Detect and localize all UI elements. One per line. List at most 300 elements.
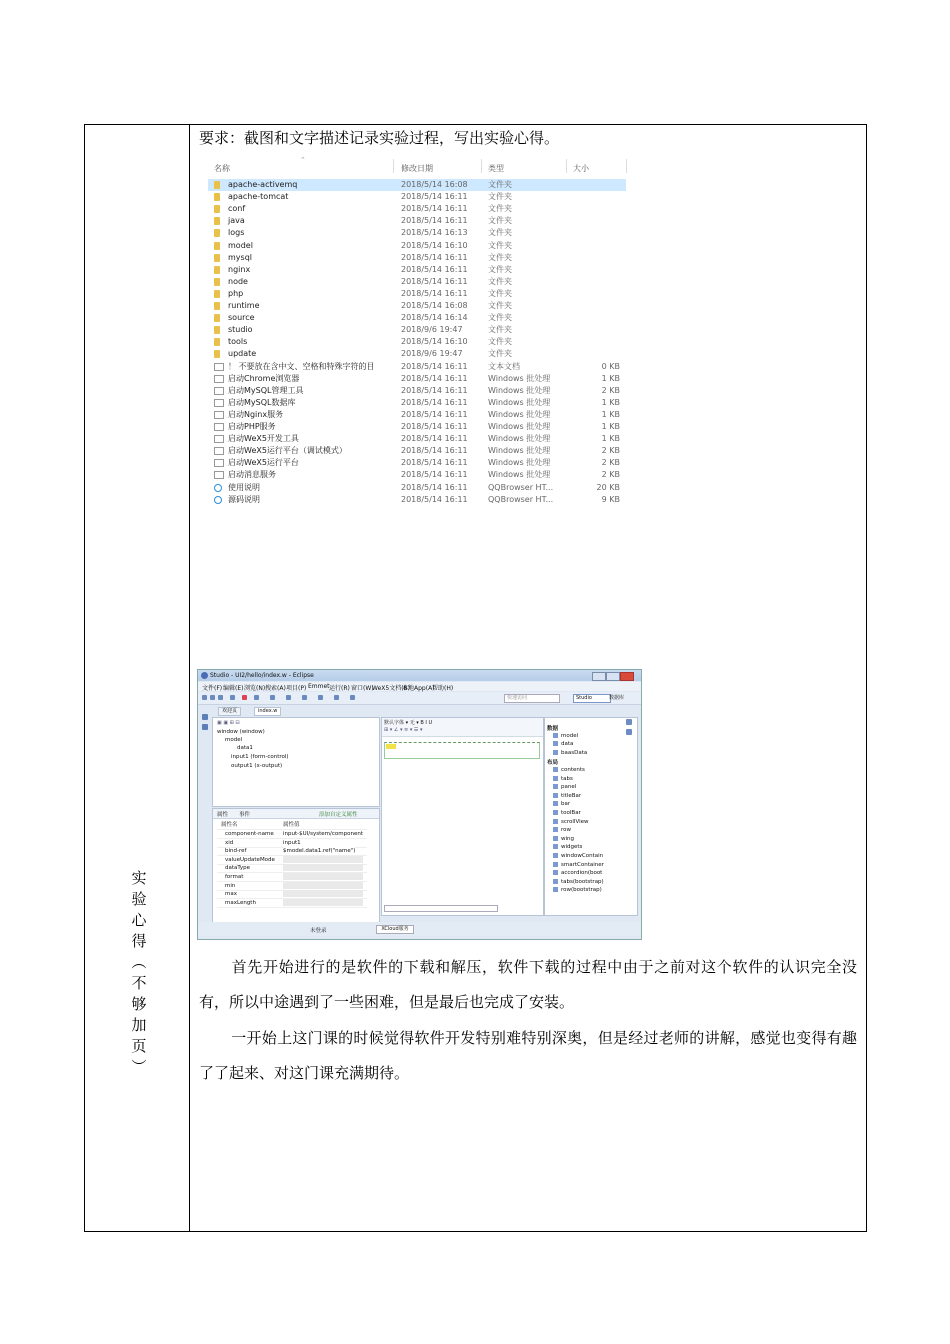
folder-icon	[214, 242, 220, 250]
file-row[interactable]	[208, 252, 626, 264]
outline-icon[interactable]	[626, 729, 632, 735]
file-date: 2018/5/14 16:11	[401, 373, 468, 383]
palette-item[interactable]	[553, 741, 573, 747]
eclipse-menubar	[198, 682, 641, 691]
file-date: 2018/5/14 16:11	[401, 385, 468, 395]
file-type: Windows 批处理	[488, 422, 551, 431]
batch-file-icon	[214, 471, 224, 479]
palette-item[interactable]	[553, 887, 602, 893]
file-date: 2018/5/14 16:08	[401, 301, 468, 310]
file-row[interactable]	[208, 215, 626, 227]
file-date: 2018/5/14 16:11	[401, 470, 468, 480]
file-type: 文件夹	[488, 301, 512, 310]
file-row[interactable]	[208, 324, 626, 336]
menu-item[interactable]: 搜索(A)	[265, 685, 286, 692]
tab-properties[interactable]: 属性	[217, 812, 229, 818]
file-type: Windows 批处理	[488, 446, 551, 456]
file-type: Windows 批处理	[488, 434, 551, 444]
file-row[interactable]	[208, 300, 626, 312]
tree-node-input1[interactable]: input1 (form-control)	[231, 754, 289, 760]
menu-item[interactable]: 本地App(A)	[402, 685, 435, 692]
file-name: node	[228, 276, 248, 286]
file-date: 2018/5/14 16:13	[401, 228, 468, 238]
perspective-database-button[interactable]: 数据库	[609, 695, 625, 701]
file-row[interactable]	[208, 397, 626, 409]
layout-toolbar-icons[interactable]: ⊞ ▾ ∠ ▾ ≡ ▾ ☰ ▾	[384, 727, 423, 733]
file-type: 文件夹	[488, 240, 512, 250]
property-name-header: 属性名	[221, 822, 238, 828]
file-date: 2018/5/14 16:10	[401, 337, 468, 347]
palette-icon[interactable]	[626, 719, 632, 725]
property-name: min	[225, 882, 236, 889]
tree-node-model[interactable]: model	[225, 737, 243, 743]
property-name: format	[225, 874, 244, 880]
property-value[interactable]	[283, 890, 363, 897]
file-type: 文件夹	[488, 204, 512, 214]
property-name: dataType	[225, 865, 251, 872]
file-type: 文件夹	[488, 337, 512, 347]
property-value[interactable]	[283, 882, 363, 889]
editor-toolbar	[382, 718, 543, 737]
requirement-text: 要求：截图和文字描述记录实验过程，写出实验心得。	[199, 129, 560, 147]
file-date: 2018/9/6 19:47	[401, 349, 463, 359]
eclipse-screenshot	[197, 669, 642, 940]
palette-item-label: row	[561, 827, 572, 834]
palette-item-label: data	[561, 741, 574, 748]
file-size: 0 KB	[601, 361, 620, 371]
section-label-char: ︵	[131, 953, 147, 971]
folder-icon	[214, 290, 220, 298]
file-row[interactable]	[208, 385, 626, 397]
file-name: 启动Chrome浏览器	[228, 373, 300, 383]
restore-icon[interactable]	[202, 714, 208, 720]
file-type: QQBrowser HT...	[488, 494, 554, 504]
component-icon	[553, 827, 558, 832]
file-row[interactable]	[208, 203, 626, 215]
palette-item-label: tabs	[561, 775, 573, 782]
folder-icon	[214, 205, 220, 213]
component-icon	[553, 767, 558, 772]
file-date: 2018/5/14 16:11	[401, 252, 468, 262]
file-date: 2018/5/14 16:11	[401, 409, 468, 419]
tree-node-window[interactable]: window (window)	[217, 729, 265, 735]
file-row[interactable]	[208, 348, 626, 360]
file-type: Windows 批处理	[488, 385, 551, 395]
file-date: 2018/5/14 16:11	[401, 361, 468, 371]
property-value[interactable]	[283, 856, 363, 863]
font-toolbar[interactable]: 默认字体 ▾ 无 ▾ B I U	[384, 720, 433, 726]
palette-item[interactable]	[553, 853, 603, 859]
palette-item[interactable]	[553, 879, 604, 885]
component-icon	[553, 733, 558, 738]
palette-item[interactable]	[553, 819, 589, 825]
component-icon	[553, 741, 558, 746]
component-icon	[553, 819, 558, 824]
file-name: 启动WeX5开发工具	[228, 434, 299, 444]
file-type: 文件夹	[488, 216, 512, 226]
section-label-char: 页	[131, 1037, 147, 1055]
file-type: 文件夹	[488, 192, 512, 202]
file-size: 20 KB	[596, 482, 620, 492]
file-name: 使用说明	[228, 482, 260, 492]
window-title: Studio - UI2/hello/index.w - Eclipse	[210, 672, 314, 679]
tree-node-output1[interactable]: output1 (x-output)	[231, 763, 283, 769]
property-value[interactable]	[283, 899, 363, 906]
menu-item[interactable]: 浏览(N)	[244, 685, 266, 692]
palette-group[interactable]: 布局	[547, 760, 559, 767]
file-date: 2018/5/14 16:11	[401, 288, 468, 298]
outline-toolbar-icons[interactable]: ▣ ▣ ⊞ ⊟	[217, 720, 240, 726]
batch-file-icon	[214, 387, 224, 395]
menu-item[interactable]: WeX5文档(B)	[372, 685, 410, 692]
file-date: 2018/5/14 16:11	[401, 494, 468, 504]
tab-events[interactable]: 事件	[239, 812, 251, 818]
history-icon[interactable]	[334, 695, 339, 700]
folder-icon	[214, 278, 220, 286]
explorer-header	[200, 155, 627, 175]
file-size: 2 KB	[601, 446, 620, 456]
section-label-char: 得	[131, 932, 147, 950]
add-custom-property-button[interactable]: 添加自定义属性	[319, 812, 358, 818]
file-row[interactable]	[208, 336, 626, 348]
forward-icon[interactable]	[302, 695, 307, 700]
back-icon[interactable]	[318, 695, 323, 700]
file-size: 1 KB	[601, 409, 620, 419]
file-row[interactable]	[208, 288, 626, 300]
file-name: 启动WeX5运行平台（调试模式）	[228, 446, 347, 456]
file-row[interactable]	[208, 264, 626, 276]
component-icon	[553, 887, 558, 892]
palette-item[interactable]	[553, 767, 585, 773]
right-trim-bar	[624, 717, 634, 757]
status-bar	[198, 922, 641, 936]
login-status: 未登录	[310, 928, 327, 934]
file-name: 启动MySQL数据库	[228, 397, 296, 407]
section-label-char: 心	[131, 911, 147, 929]
property-name: xid	[225, 839, 234, 846]
qqbrowser-icon	[214, 496, 222, 504]
column-header-date[interactable]: 修改日期	[401, 164, 433, 173]
file-type: Windows 批处理	[488, 470, 551, 480]
palette-item-label: titleBar	[561, 792, 582, 799]
eclipse-toolbar	[198, 692, 641, 705]
component-icon	[553, 844, 558, 849]
batch-file-icon	[214, 459, 224, 467]
component-icon	[553, 793, 558, 798]
file-name: apache-activemq	[228, 180, 298, 189]
palette-group[interactable]: 数据	[547, 726, 559, 732]
design-canvas-input[interactable]	[384, 742, 540, 759]
file-type: QQBrowser HT...	[488, 482, 554, 492]
file-row[interactable]	[208, 494, 626, 506]
file-name: source	[228, 313, 255, 323]
folder-icon	[214, 193, 220, 201]
file-date: 2018/5/14 16:11	[401, 434, 468, 444]
file-date: 2018/5/14 16:11	[401, 397, 468, 407]
file-date: 2018/5/14 16:11	[401, 192, 468, 202]
palette-item[interactable]	[553, 750, 587, 756]
palette-item[interactable]	[553, 793, 581, 799]
palette-item-label: accordion(boot	[561, 870, 603, 877]
file-explorer-screenshot	[200, 155, 627, 515]
file-size: 1 KB	[601, 434, 620, 444]
refresh-icon[interactable]	[286, 695, 291, 700]
file-row[interactable]	[208, 276, 626, 288]
folder-icon	[214, 338, 220, 346]
search-icon[interactable]	[270, 695, 275, 700]
folder-icon	[214, 326, 220, 334]
properties-panel	[212, 808, 380, 925]
property-name: component-name	[225, 831, 274, 837]
new-icon[interactable]	[202, 695, 207, 700]
property-row[interactable]	[217, 899, 367, 908]
menu-item[interactable]: 编辑(E)	[223, 685, 244, 692]
section-label-char: 实	[131, 869, 147, 887]
file-name: 启动PHP服务	[228, 422, 276, 431]
file-size: 2 KB	[601, 470, 620, 480]
menu-item[interactable]: 帮助(H)	[432, 685, 454, 692]
selection-marker-icon	[386, 744, 396, 749]
component-icon	[553, 784, 558, 789]
file-date: 2018/5/14 16:11	[401, 276, 468, 286]
file-name: 源码说明	[228, 494, 260, 504]
palette-item-label: model	[561, 732, 579, 739]
palette-item-label: toolBar	[561, 810, 581, 816]
paragraph-1	[199, 950, 857, 1020]
palette-item[interactable]	[553, 836, 574, 842]
menu-item[interactable]: 窗口(W)	[351, 685, 374, 692]
component-icon	[553, 870, 558, 875]
quick-access-input[interactable]: 快速访问	[504, 694, 560, 703]
component-icon	[553, 810, 558, 815]
batch-file-icon	[214, 399, 224, 407]
section-label-char: 够	[131, 995, 147, 1013]
property-value-header: 属性值	[283, 822, 300, 828]
file-row[interactable]	[208, 433, 626, 445]
file-row[interactable]	[208, 457, 626, 469]
file-type: Windows 批处理	[488, 373, 551, 383]
paragraph-2-text: 一开始上这门课的时候觉得软件开发特别难特别深奥，但是经过老师的讲解，感觉也变得有趣了了起来、对这门课充满期待。	[199, 1029, 857, 1082]
file-type: 文件夹	[488, 349, 512, 359]
close-icon[interactable]	[620, 672, 634, 681]
property-value[interactable]: $model.data1.ref("name")	[283, 848, 356, 855]
file-date: 2018/5/14 16:14	[401, 313, 468, 323]
palette-item[interactable]	[553, 733, 578, 739]
table-column-divider	[189, 124, 190, 1231]
file-type: 文本文档	[488, 361, 520, 371]
file-name: nginx	[228, 264, 251, 274]
palette-item-label: windowContain	[561, 853, 604, 859]
design-editor	[381, 717, 544, 916]
file-date: 2018/5/14 16:08	[401, 180, 468, 189]
file-name: studio	[228, 325, 253, 335]
tab-welcome[interactable]: 欢迎页	[218, 707, 241, 716]
palette-item-label: widgets	[561, 844, 583, 851]
component-icon	[553, 836, 558, 841]
file-date: 2018/9/6 19:47	[401, 325, 463, 335]
paragraph-2	[199, 1021, 857, 1091]
maximize-icon[interactable]	[606, 672, 620, 681]
property-name: maxLength	[225, 899, 256, 906]
file-row[interactable]	[208, 361, 626, 373]
folder-icon	[214, 266, 220, 274]
property-name: bind-ref	[225, 848, 247, 855]
qqbrowser-icon	[214, 484, 222, 492]
file-name: php	[228, 288, 244, 298]
palette-item-label: contents	[561, 767, 585, 773]
file-row[interactable]	[208, 240, 626, 252]
print-icon[interactable]	[218, 695, 223, 700]
property-name: max	[225, 891, 237, 898]
properties-tabs	[213, 809, 379, 819]
palette-item-label: bar	[561, 801, 571, 808]
file-row[interactable]	[208, 445, 626, 457]
component-icon	[553, 853, 558, 858]
menu-item[interactable]: 项目(P)	[286, 685, 307, 692]
menu-item[interactable]: 运行(R)	[329, 685, 350, 692]
properties-header-row	[217, 821, 367, 830]
file-size: 9 KB	[601, 494, 620, 504]
section-label-char: 不	[131, 974, 147, 992]
folder-icon	[214, 181, 220, 189]
file-size: 1 KB	[601, 397, 620, 407]
menu-item[interactable]: Emmet	[308, 683, 330, 690]
section-label-char: 加	[131, 1016, 147, 1034]
folder-icon	[214, 302, 220, 310]
component-icon	[553, 750, 558, 755]
palette-item-label: panel	[561, 784, 577, 791]
column-header-name[interactable]: 名称	[214, 164, 230, 173]
folder-icon	[214, 229, 220, 237]
eclipse-titlebar	[198, 670, 641, 681]
palette-item-label: wing	[561, 835, 575, 842]
folder-icon	[214, 350, 220, 358]
component-icon	[553, 776, 558, 781]
text-file-icon	[214, 363, 224, 371]
file-row[interactable]	[208, 409, 626, 421]
file-name: conf	[228, 204, 246, 214]
column-header-size[interactable]: 大小	[573, 164, 589, 173]
file-row[interactable]	[208, 469, 626, 481]
perspective-studio-button[interactable]: Studio	[573, 694, 611, 703]
palette-item[interactable]	[553, 784, 576, 790]
file-row[interactable]	[208, 312, 626, 324]
tree-node-data1[interactable]: data1	[237, 745, 253, 751]
file-size: 2 KB	[601, 385, 620, 395]
component-icon	[553, 879, 558, 884]
batch-file-icon	[214, 447, 224, 455]
property-value[interactable]: input1	[283, 839, 301, 846]
file-name: java	[228, 216, 245, 226]
property-value[interactable]: input-$UI/system/component	[283, 831, 363, 837]
file-date: 2018/5/14 16:11	[401, 204, 468, 214]
file-date: 2018/5/14 16:10	[401, 240, 468, 250]
palette-item-label: baasData	[561, 749, 588, 756]
file-type: 文件夹	[488, 325, 512, 335]
build-icon[interactable]	[230, 695, 235, 700]
section-label-char: ︶	[131, 1058, 147, 1076]
file-date: 2018/5/14 16:11	[401, 446, 468, 456]
file-date: 2018/5/14 16:11	[401, 482, 468, 492]
palette-item[interactable]	[553, 844, 582, 850]
palette-item[interactable]	[553, 827, 571, 833]
file-row[interactable]	[208, 191, 626, 203]
studio-logo-icon	[201, 672, 208, 679]
batch-file-icon	[214, 423, 224, 431]
file-date: 2018/5/14 16:11	[401, 264, 468, 274]
palette-item[interactable]	[553, 810, 581, 816]
file-row[interactable]	[208, 179, 626, 191]
file-type: 文件夹	[488, 180, 512, 189]
file-name: model	[228, 240, 253, 250]
file-name: 启动WeX5运行平台	[228, 458, 299, 468]
palette-item[interactable]	[553, 776, 573, 782]
file-name: runtime	[228, 301, 260, 310]
palette-item-label: smartContainer	[561, 861, 604, 868]
outline-tree	[212, 717, 380, 807]
file-type: Windows 批处理	[488, 397, 551, 407]
file-size: 2 KB	[601, 458, 620, 468]
palette-item-label: scrollView	[561, 818, 589, 825]
tab-index-w[interactable]: index.w	[254, 707, 281, 716]
column-header-type[interactable]: 类型	[488, 164, 504, 173]
file-date: 2018/5/14 16:11	[401, 458, 468, 468]
file-name: 启动MySQL管理工具	[228, 385, 304, 395]
batch-file-icon	[214, 375, 224, 383]
xcloud-button[interactable]: XCloud服务	[376, 925, 414, 934]
palette-item[interactable]	[553, 862, 604, 868]
file-date: 2018/5/14 16:11	[401, 422, 468, 431]
palette-item[interactable]	[553, 870, 602, 876]
palette-item-label: row(bootstrap)	[561, 887, 602, 894]
section-label	[127, 868, 151, 1078]
file-size: 1 KB	[601, 422, 620, 431]
file-row[interactable]	[208, 421, 626, 433]
file-name: ！ 不要放在含中文、空格和特殊字符的目	[228, 361, 375, 371]
component-icon	[553, 862, 558, 867]
save-icon[interactable]	[210, 695, 215, 700]
file-name: mysql	[228, 252, 252, 262]
file-name: 启动消息服务	[228, 470, 276, 480]
file-type: 文件夹	[488, 264, 512, 274]
file-row[interactable]	[208, 482, 626, 494]
palette-item[interactable]	[553, 801, 570, 807]
batch-file-icon	[214, 411, 224, 419]
run-icon[interactable]	[254, 695, 259, 700]
file-name: tools	[228, 337, 248, 347]
file-date: 2018/5/14 16:11	[401, 216, 468, 226]
paragraph-1-text: 首先开始进行的是软件的下载和解压，软件下载的过程中由于之前对这个软件的认识完全没有，所以中途遇到了一些困难，但是最后也完成了安装。	[199, 958, 857, 1011]
palette-item-label: tabs(bootstrap)	[561, 878, 604, 885]
section-label-char: 验	[131, 890, 147, 908]
property-value[interactable]	[283, 864, 363, 871]
file-row[interactable]	[208, 373, 626, 385]
folder-icon	[214, 314, 220, 322]
property-value[interactable]	[283, 873, 363, 880]
batch-file-icon	[214, 435, 224, 443]
minimize-icon[interactable]	[592, 672, 606, 681]
left-trim-bar	[201, 710, 209, 930]
horizontal-scrollbar[interactable]	[384, 905, 498, 912]
folder-icon	[214, 217, 220, 225]
editor-tabs	[210, 706, 630, 715]
file-type: 文件夹	[488, 228, 512, 238]
file-row[interactable]	[208, 227, 626, 239]
pin-icon[interactable]	[350, 695, 355, 700]
debug-icon[interactable]	[242, 695, 247, 700]
package-icon[interactable]	[202, 724, 208, 730]
menu-item[interactable]: 文件(F)	[202, 685, 223, 692]
